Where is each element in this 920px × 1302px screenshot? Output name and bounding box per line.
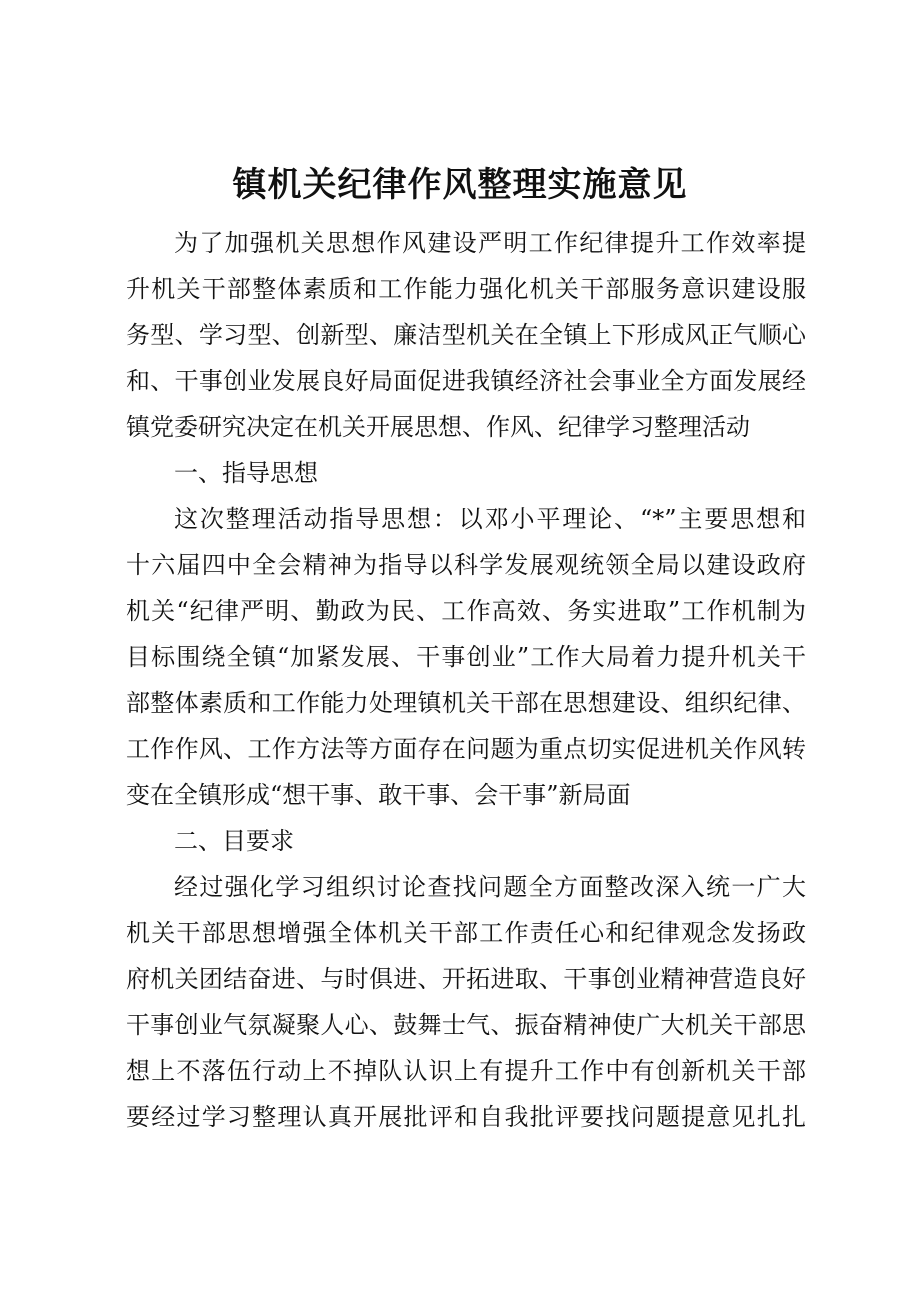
paragraph-objectives-line: 想上不落伍行动上不掉队认识上有提升工作中有创新机关干部 — [126, 1057, 806, 1085]
paragraph-guiding-line: 部整体素质和工作能力处理镇机关干部在思想建设、组织纪律、 — [126, 689, 806, 717]
paragraph-guiding-line: 工作作风、工作方法等方面存在问题为重点切实促进机关作风转 — [126, 735, 806, 763]
paragraph-intro-line: 和、干事创业发展良好局面促进我镇经济社会事业全方面发展经 — [126, 367, 806, 395]
section-heading-guiding-ideology: 一、指导思想 — [174, 459, 318, 487]
paragraph-guiding-line: 目标围绕全镇“加紧发展、干事创业”工作大局着力提升机关干 — [126, 643, 806, 671]
document-title: 镇机关纪律作风整理实施意见 — [232, 165, 688, 205]
paragraph-guiding-line: 变在全镇形成“想干事、敢干事、会干事”新局面 — [126, 781, 631, 809]
paragraph-intro-line: 镇党委研究决定在机关开展思想、作风、纪律学习整理活动 — [126, 413, 750, 441]
paragraph-intro-line: 务型、学习型、创新型、廉洁型机关在全镇上下形成风正气顺心 — [126, 321, 806, 349]
paragraph-guiding-line: 十六届四中全会精神为指导以科学发展观统领全局以建设政府 — [126, 551, 806, 579]
paragraph-guiding-line: 这次整理活动指导思想：以邓小平理论、“*”主要思想和 — [174, 505, 806, 533]
paragraph-intro-line: 为了加强机关思想作风建设严明工作纪律提升工作效率提 — [174, 229, 806, 257]
paragraph-objectives-line: 府机关团结奋进、与时俱进、开拓进取、干事创业精神营造良好 — [126, 965, 806, 993]
paragraph-objectives-line: 干事创业气氛凝聚人心、鼓舞士气、振奋精神使广大机关干部思 — [126, 1011, 806, 1039]
paragraph-objectives-line: 经过强化学习组织讨论查找问题全方面整改深入统一广大 — [174, 873, 806, 901]
paragraph-guiding-line: 机关“纪律严明、勤政为民、工作高效、务实进取”工作机制为 — [126, 597, 806, 625]
section-heading-objectives: 二、目要求 — [174, 827, 294, 855]
paragraph-intro-line: 升机关干部整体素质和工作能力强化机关干部服务意识建设服 — [126, 275, 806, 303]
paragraph-objectives-line: 要经过学习整理认真开展批评和自我批评要找问题提意见扎扎 — [126, 1103, 806, 1131]
paragraph-objectives-line: 机关干部思想增强全体机关干部工作责任心和纪律观念发扬政 — [126, 919, 806, 947]
